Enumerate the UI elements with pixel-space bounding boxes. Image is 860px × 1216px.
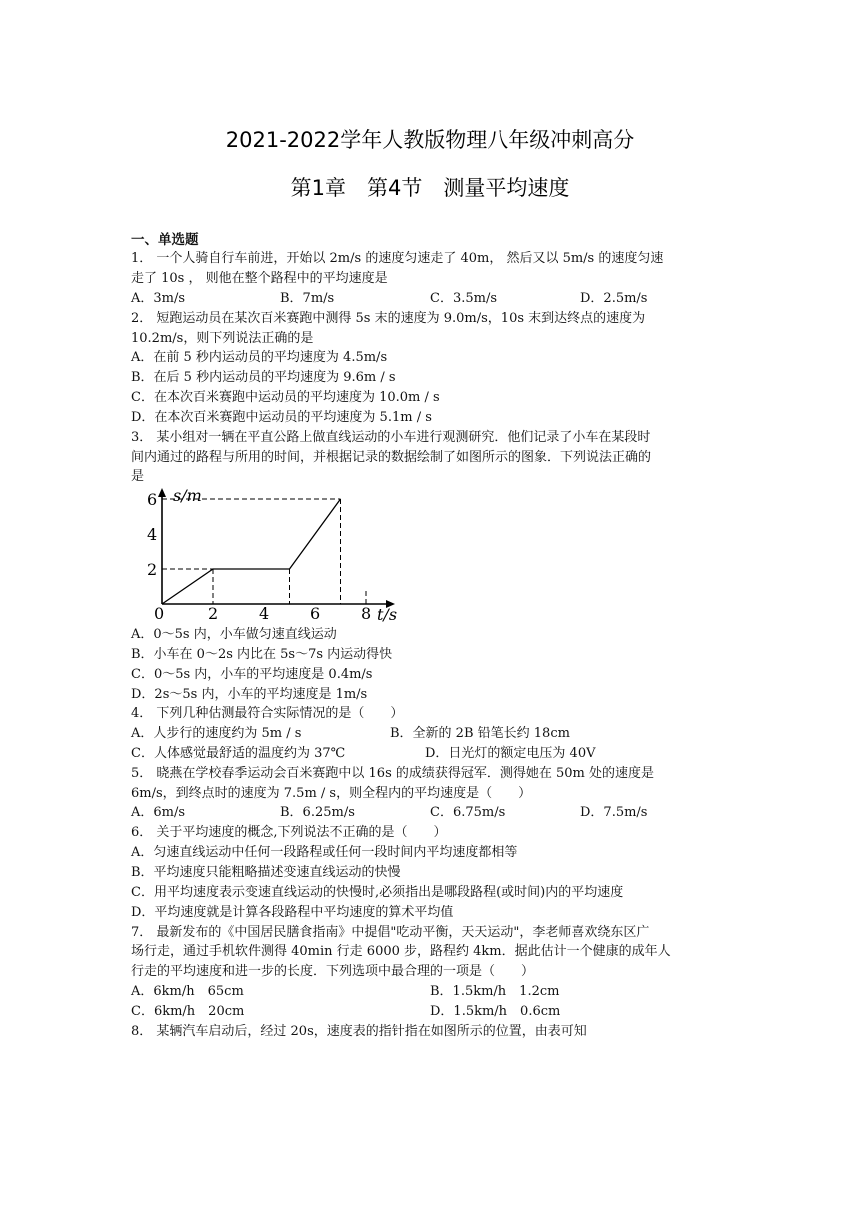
- question-1-option-c: C．3.5m/s: [430, 291, 497, 306]
- question-5-line-1: 5． 晓燕在学校春季运动会百米赛跑中以 16s 的成绩获得冠军．测得她在 50m 处的速度是: [131, 766, 655, 781]
- series-line: [162, 499, 341, 604]
- question-5-option-c: C．6.75m/s: [430, 805, 506, 820]
- question-1-line-2: 走了 10s ， 则他在整个路程中的平均速度是: [131, 271, 388, 286]
- question-2-option-a: A．在前 5 秒内运动员的平均速度为 4.5m/s: [131, 350, 388, 365]
- graph-tick-labels: [147, 490, 371, 623]
- graph-series: [162, 499, 341, 604]
- question-3-option-c: C．0～5s 内，小车的平均速度是 0.4m/s: [131, 667, 373, 682]
- y-tick-label-2: 2: [147, 560, 158, 579]
- x-axis-label: t/s: [377, 605, 398, 624]
- question-1-option-d: D．2.5m/s: [580, 291, 648, 306]
- question-3-option-d: D．2s～5s 内，小车的平均速度是 1m/s: [131, 687, 368, 702]
- question-7-option-d: D．1.5km/h 0.6cm: [430, 1004, 561, 1019]
- section-heading: 一、单选题: [131, 232, 199, 248]
- question-6-option-d: D．平均速度就是计算各段路程中平均速度的算术平均值: [131, 905, 454, 920]
- x-tick-label-4: 4: [259, 604, 270, 623]
- question-3-line-3: 是: [131, 469, 145, 484]
- question-1-option-b: B．7m/s: [280, 291, 335, 306]
- x-tick-label-6: 6: [310, 604, 321, 623]
- question-6-option-b: B．平均速度只能粗略描述变速直线运动的快慢: [131, 865, 401, 880]
- question-2-option-c: C．在本次百米赛跑中运动员的平均速度为 10.0m / s: [131, 390, 440, 405]
- question-6-option-c: C．用平均速度表示变速直线运动的快慢时,必须指出是哪段路程(或时间)内的平均速度: [131, 885, 624, 900]
- question-6-line-1: 6． 关于平均速度的概念,下列说法不正确的是（ ）: [131, 825, 447, 840]
- y-axis-arrow: [158, 488, 166, 497]
- question-6-option-a: A．匀速直线运动中任何一段路程或任何一段时间内平均速度都相等: [131, 845, 518, 860]
- question-7-line-3: 行走的平均速度和进一步的长度．下列选项中最合理的一项是（ ）: [131, 964, 535, 979]
- x-tick-label-2: 2: [208, 604, 219, 623]
- question-2-option-d: D．在本次百米赛跑中运动员的平均速度为 5.1m / s: [131, 410, 432, 425]
- question-4-line-1: 4． 下列几种估测最符合实际情况的是（ ）: [131, 706, 404, 721]
- question-7-option-c: C．6km/h 20cm: [131, 1004, 245, 1019]
- question-3-line-2: 间内通过的路程与所用的时间，并根据记录的数据绘制了如图所示的图象．下列说法正确的: [131, 450, 652, 465]
- question-2-option-b: B．在后 5 秒内运动员的平均速度为 9.6m / s: [131, 370, 396, 385]
- question-7-option-a: A．6km/h 65cm: [131, 984, 244, 999]
- question-1-option-a: A．3m/s: [131, 291, 186, 306]
- question-7-line-2: 场行走，通过手机软件测得 40min 行走 6000 步，路程约 4km．据此估计一个健康的成年人: [131, 944, 671, 959]
- question-3-option-a: A．0～5s 内，小车做匀速直线运动: [131, 627, 337, 642]
- question-2-line-2: 10.2m/s，则下列说法正确的是: [131, 331, 314, 346]
- question-5-line-2: 6m/s，到终点时的速度为 7.5m / s，则全程内的平均速度是（ ）: [131, 786, 532, 801]
- y-tick-label-4: 4: [147, 525, 158, 544]
- y-tick-label-6: 6: [147, 490, 158, 509]
- question-7-line-1: 7． 最新发布的《中国居民膳食指南》中提倡"吃动平衡，天天运动"，李老师喜欢绕东区广: [131, 925, 650, 940]
- question-5-option-a: A．6m/s: [131, 805, 186, 820]
- page-title: 2021-2022学年人教版物理八年级冲刺高分: [225, 128, 635, 152]
- question-3-option-b: B．小车在 0～2s 内比在 5s～7s 内运动得快: [131, 647, 393, 662]
- question-7-option-b: B．1.5km/h 1.2cm: [430, 984, 560, 999]
- question-8-line-1: 8． 某辆汽车启动后，经过 20s，速度表的指针指在如图所示的位置，由表可知: [131, 1024, 587, 1039]
- question-2-line-1: 2． 短跑运动员在某次百米赛跑中测得 5s 末的速度为 9.0m/s，10s 末到达终点的速度为: [131, 311, 646, 326]
- x-tick-label-0: 0: [154, 604, 165, 623]
- question-4-option-d: D．日光灯的额定电压为 40V: [425, 746, 596, 761]
- x-tick-label-8: 8: [361, 604, 372, 623]
- question-4-option-c: C．人体感觉最舒适的温度约为 37℃: [131, 746, 346, 761]
- distance-time-graph: [131, 487, 401, 625]
- question-4-option-b: B．全新的 2B 铅笔长约 18cm: [390, 726, 570, 741]
- page-subtitle: 第1章 第4节 测量平均速度: [290, 176, 570, 200]
- question-4-option-a: A．人步行的速度约为 5m / s: [131, 726, 302, 741]
- y-axis-label: s/m: [173, 487, 202, 505]
- question-1-line-1: 1． 一个人骑自行车前进，开始以 2m/s 的速度匀速走了 40m， 然后又以 5m/s 的速度匀速: [131, 251, 664, 266]
- question-5-option-b: B．6.25m/s: [280, 805, 355, 820]
- question-3-line-1: 3． 某小组对一辆在平直公路上做直线运动的小车进行观测研究．他们记录了小车在某段时: [131, 430, 651, 445]
- question-5-option-d: D．7.5m/s: [580, 805, 648, 820]
- graph-dashed-guides: [162, 499, 366, 604]
